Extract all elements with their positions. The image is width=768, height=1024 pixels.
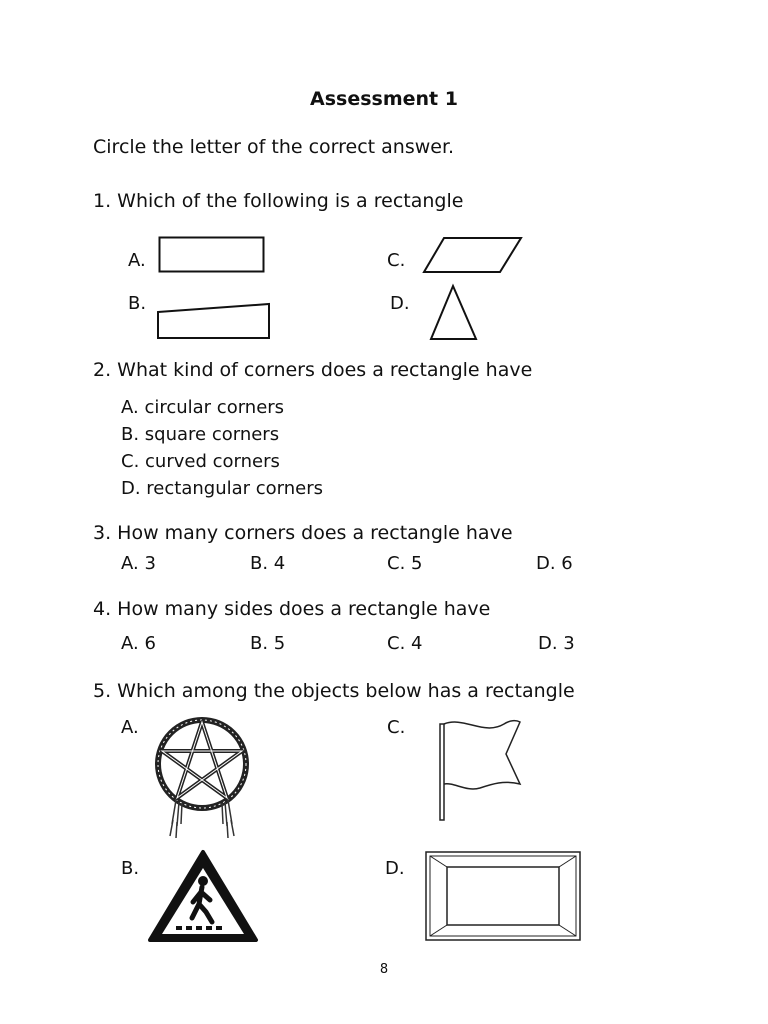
page-number: 8	[379, 962, 389, 977]
trapezoid-icon	[156, 302, 272, 340]
question-3-text: 3. How many corners does a rectangle have	[93, 522, 513, 544]
instructions: Circle the letter of the correct answer.	[93, 136, 455, 158]
pentagram-wreath-icon	[152, 712, 252, 840]
q5-option-c-letter[interactable]: C.	[387, 717, 406, 738]
q4-option-a[interactable]: A. 6	[121, 633, 156, 654]
q4-option-d[interactable]: D. 3	[538, 633, 575, 654]
question-2-text: 2. What kind of corners does a rectangle have	[93, 359, 533, 381]
q3-option-a[interactable]: A. 3	[121, 553, 156, 574]
page-title: Assessment 1	[310, 88, 458, 110]
q2-option-b[interactable]: B. square corners	[121, 424, 280, 445]
picture-frame-icon	[425, 851, 581, 941]
q3-option-b[interactable]: B. 4	[250, 553, 286, 574]
q1-option-c-letter[interactable]: C.	[387, 250, 406, 271]
q4-option-c[interactable]: C. 4	[387, 633, 423, 654]
triangle-icon	[429, 284, 479, 341]
question-1-text: 1. Which of the following is a rectangle	[93, 190, 464, 212]
q1-option-b-letter[interactable]: B.	[128, 293, 147, 314]
q2-option-a[interactable]: A. circular corners	[121, 397, 285, 418]
question-4-text: 4. How many sides does a rectangle have	[93, 598, 491, 620]
parallelogram-icon	[422, 236, 524, 274]
rectangle-icon	[158, 236, 266, 274]
pedestrian-crossing-sign-icon	[146, 848, 260, 944]
q3-option-d[interactable]: D. 6	[536, 553, 573, 574]
q2-option-d[interactable]: D. rectangular corners	[121, 478, 324, 499]
q4-option-b[interactable]: B. 5	[250, 633, 286, 654]
q1-option-a-letter[interactable]: A.	[128, 250, 146, 271]
question-5-text: 5. Which among the objects below has a rectangle	[93, 680, 575, 702]
q1-option-d-letter[interactable]: D.	[390, 293, 410, 314]
q2-option-c[interactable]: C. curved corners	[121, 451, 280, 472]
q5-option-b-letter[interactable]: B.	[121, 858, 140, 879]
q3-option-c[interactable]: C. 5	[387, 553, 423, 574]
q5-option-d-letter[interactable]: D.	[385, 858, 405, 879]
flag-icon	[434, 714, 524, 824]
q5-option-a-letter[interactable]: A.	[121, 717, 139, 738]
